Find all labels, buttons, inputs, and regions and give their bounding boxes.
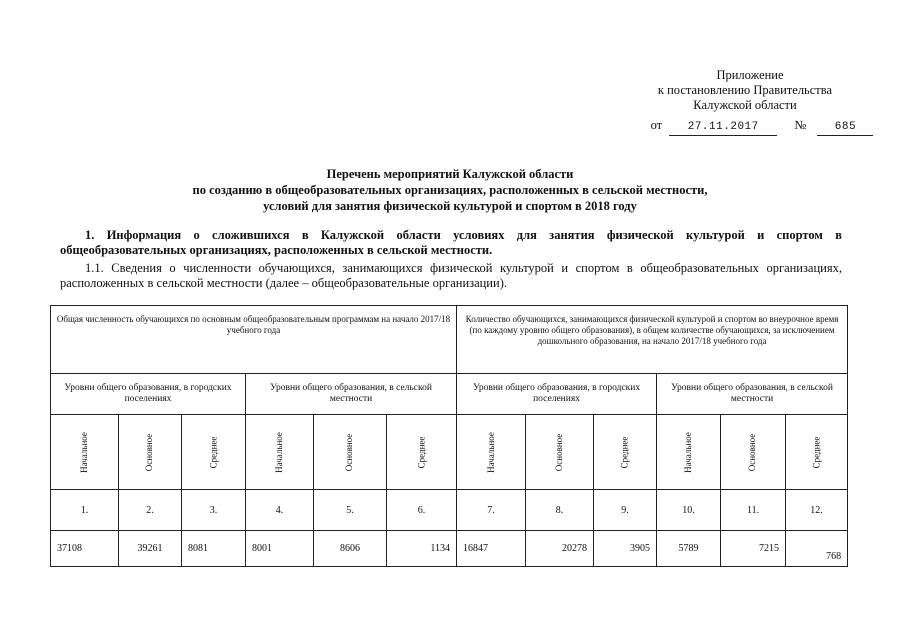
appendix-block [620, 68, 870, 133]
section-1-heading: 1. Информация о сложившихся в Калужской области условиях для занятия физической культурой и спортом в общеобразовательных организациях, расположенных в сельской местности. [60, 228, 842, 257]
column-number: 5. [314, 490, 387, 531]
header-sports-students: Количество обучающихся, занимающихся физической культурой и спортом во внеурочное время (по каждому уровню общего образования), в общем количестве обучающихся, за исключением дошкольного образования, на начало 2017/18 учебного года [457, 306, 848, 374]
column-number: 12. [786, 490, 848, 531]
subheader-rural-2: Уровни общего образования, в сельской местности [657, 374, 848, 415]
value-cell: 20278 [526, 531, 594, 567]
level-header: Среднее [786, 415, 848, 490]
level-header: Среднее [387, 415, 457, 490]
section-1-1-text: 1.1. Сведения о численности обучающихся, занимающихся физической культурой и спортом в общеобразовательных организациях, расположенных в сельской местности (далее – общеобразовательные организации). [60, 261, 842, 290]
subheader-rural-1: Уровни общего образования, в сельской местности [246, 374, 457, 415]
value-cell: 37108 [51, 531, 119, 567]
level-header: Среднее [594, 415, 657, 490]
level-header: Среднее [182, 415, 246, 490]
level-header: Основное [119, 415, 182, 490]
column-number: 7. [457, 490, 526, 531]
value-cell: 3905 [594, 531, 657, 567]
column-number: 9. [594, 490, 657, 531]
title-line-1: Перечень мероприятий Калужской области [326, 167, 574, 181]
subheader-urban-1: Уровни общего образования, в городских поселениях [51, 374, 246, 415]
column-number: 10. [657, 490, 721, 531]
header-total-students: Общая численность обучающихся по основным общеобразовательным программам на начало 2017/18 учебного года [51, 306, 457, 374]
appendix-line-1: Приложение [716, 68, 784, 82]
column-number: 2. [119, 490, 182, 531]
value-cell: 8081 [182, 531, 246, 567]
value-cell: 768 [786, 531, 848, 567]
value-cell: 7215 [721, 531, 786, 567]
column-number: 3. [182, 490, 246, 531]
from-label: от [650, 118, 663, 132]
column-number: 1. [51, 490, 119, 531]
value-cell: 8001 [246, 531, 314, 567]
column-number: 8. [526, 490, 594, 531]
appendix-line-3: Калужской области [693, 98, 797, 112]
resolution-date: 27.11.2017 [669, 120, 777, 136]
level-header: Основное [526, 415, 594, 490]
level-header: Начальное [246, 415, 314, 490]
value-cell: 16847 [457, 531, 526, 567]
column-number: 4. [246, 490, 314, 531]
value-cell: 8606 [314, 531, 387, 567]
column-number: 6. [387, 490, 457, 531]
value-cell: 1134 [387, 531, 457, 567]
column-number: 11. [721, 490, 786, 531]
title-line-2: по созданию в общеобразовательных организациях, расположенных в сельской местности, [192, 183, 708, 197]
resolution-number: 685 [817, 120, 873, 136]
level-header: Начальное [51, 415, 119, 490]
level-header: Основное [721, 415, 786, 490]
level-header: Начальное [457, 415, 526, 490]
number-label: № [794, 118, 807, 132]
appendix-line-2: к постановлению Правительства [657, 83, 833, 97]
level-header: Начальное [657, 415, 721, 490]
value-cell: 39261 [119, 531, 182, 567]
title-line-3: условий для занятия физической культурой и спортом в 2018 году [263, 199, 637, 213]
document-title [60, 166, 840, 214]
subheader-urban-2: Уровни общего образования, в городских поселениях [457, 374, 657, 415]
appendix-date-line [642, 118, 882, 136]
level-header: Основное [314, 415, 387, 490]
students-table [50, 305, 848, 567]
value-cell: 5789 [657, 531, 721, 567]
